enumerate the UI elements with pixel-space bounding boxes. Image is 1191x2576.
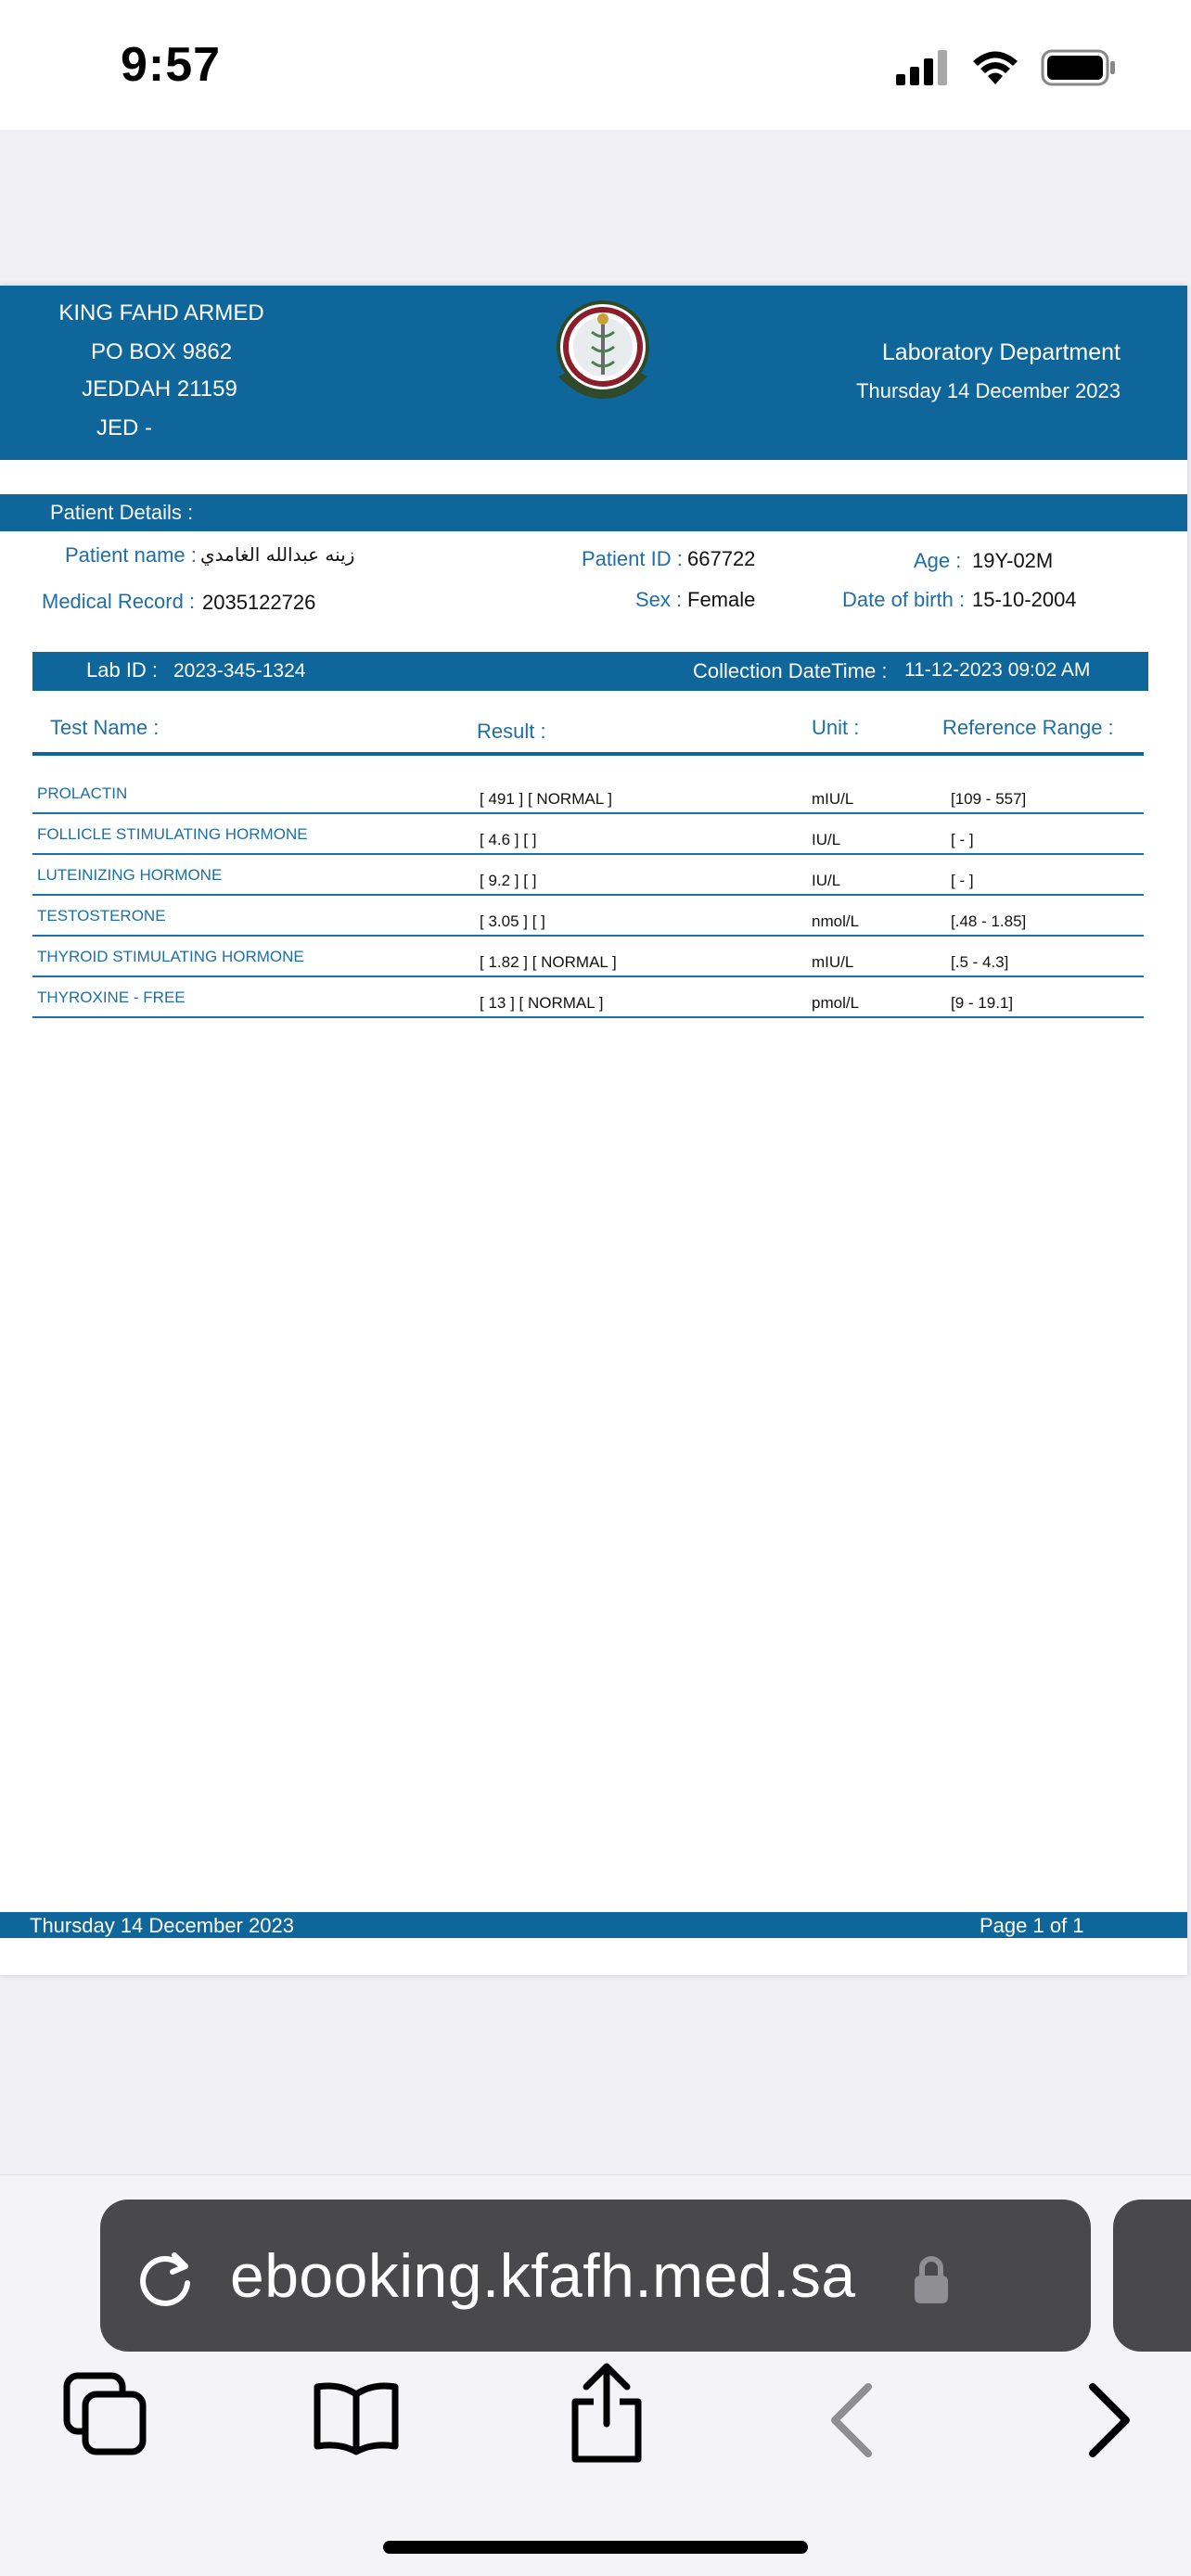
column-header-result: Result : <box>477 720 546 743</box>
test-name: FOLLICLE STIMULATING HORMONE <box>37 825 308 843</box>
status-time: 9:57 <box>121 38 222 92</box>
report-date: Thursday 14 December 2023 <box>856 379 1121 402</box>
age-value: 19Y-02M <box>972 549 1054 572</box>
column-header-reference-range: Reference Range : <box>942 716 1114 739</box>
date-of-birth-label: Date of birth : <box>842 588 966 611</box>
test-result: [ 9.2 ] [ ] <box>480 872 537 889</box>
collection-datetime-label: Collection DateTime : <box>693 659 888 682</box>
home-indicator[interactable] <box>383 2541 808 2554</box>
test-reference-range: [ - ] <box>951 872 974 889</box>
table-row <box>32 977 1144 1018</box>
viewer-background <box>0 130 1191 286</box>
sex-label: Sex : <box>635 588 683 611</box>
table-row <box>32 937 1144 977</box>
patient-id-label: Patient ID : <box>582 547 683 570</box>
test-name: PROLACTIN <box>37 784 128 802</box>
test-result: [ 491 ] [ NORMAL ] <box>480 790 612 808</box>
age-label: Age : <box>914 549 962 572</box>
table-row <box>32 773 1144 814</box>
tabs-icon[interactable] <box>61 2370 150 2459</box>
test-name: TESTOSTERONE <box>37 907 166 925</box>
forward-chevron-icon[interactable] <box>1083 2381 1135 2459</box>
patient-name-value: زينه عبدالله الغامدي <box>200 543 355 566</box>
test-name: THYROXINE - FREE <box>37 988 186 1006</box>
hospital-address-city: JEDDAH 21159 <box>82 376 237 402</box>
next-tab-preview[interactable] <box>1113 2200 1191 2352</box>
lab-id-value: 2023-345-1324 <box>173 660 306 682</box>
collection-datetime-value: 11-12-2023 09:02 AM <box>904 659 1091 681</box>
report-footer <box>0 1912 1187 1938</box>
patient-name-label: Patient name : <box>65 543 197 567</box>
department-name: Laboratory Department <box>881 339 1121 365</box>
date-of-birth-value: 15-10-2004 <box>972 588 1077 611</box>
cellular-signal-icon <box>894 50 950 85</box>
lab-id-label: Lab ID : <box>86 658 159 682</box>
medical-record-label: Medical Record : <box>42 590 196 613</box>
test-reference-range: [.5 - 4.3] <box>951 953 1009 971</box>
test-unit: nmol/L <box>812 912 860 930</box>
hospital-address-po: PO BOX 9862 <box>90 339 233 364</box>
status-icons <box>894 45 1117 91</box>
table-row <box>32 896 1144 937</box>
test-unit: mIU/L <box>812 953 854 971</box>
table-row <box>32 855 1144 896</box>
test-name: LUTEINIZING HORMONE <box>37 866 223 884</box>
address-url[interactable]: ebooking.kfafh.med.sa <box>230 2241 856 2310</box>
bookmarks-icon[interactable] <box>312 2381 401 2455</box>
patient-details-band <box>0 494 1187 531</box>
test-reference-range: [9 - 19.1] <box>951 994 1014 1012</box>
battery-icon <box>1041 49 1117 86</box>
page-number: Page 1 of 1 <box>980 1914 1084 1937</box>
test-result: [ 1.82 ] [ NORMAL ] <box>480 953 617 971</box>
share-icon[interactable] <box>568 2361 646 2465</box>
browser-bottom-bar <box>0 2174 1191 2576</box>
reload-icon[interactable] <box>134 2246 198 2311</box>
column-header-test-name: Test Name : <box>50 716 160 739</box>
test-reference-range: [109 - 557] <box>951 790 1027 808</box>
sex-value: Female <box>687 588 756 611</box>
patient-details-title: Patient Details : <box>50 501 194 524</box>
column-header-unit: Unit : <box>812 716 860 739</box>
lab-report-page <box>0 286 1187 1975</box>
test-unit: pmol/L <box>812 994 860 1012</box>
test-name: THYROID STIMULATING HORMONE <box>37 948 304 965</box>
hospital-address-code: JED - <box>96 415 152 440</box>
back-chevron-icon[interactable] <box>826 2381 877 2459</box>
hospital-emblem-logo <box>551 295 655 404</box>
patient-id-value: 667722 <box>687 547 756 570</box>
test-result: [ 13 ] [ NORMAL ] <box>480 994 604 1012</box>
hospital-name: KING FAHD ARMED <box>58 300 264 325</box>
test-result: [ 3.05 ] [ ] <box>480 912 545 930</box>
test-result: [ 4.6 ] [ ] <box>480 831 537 848</box>
status-bar <box>0 0 1191 130</box>
table-header-rule <box>32 752 1144 756</box>
test-unit: IU/L <box>812 872 841 889</box>
medical-record-value: 2035122726 <box>202 591 316 614</box>
test-reference-range: [.48 - 1.85] <box>951 912 1027 930</box>
address-bar[interactable] <box>100 2200 1091 2352</box>
wifi-icon <box>970 49 1020 86</box>
lab-id-band <box>32 652 1148 691</box>
test-reference-range: [ - ] <box>951 831 974 848</box>
test-unit: mIU/L <box>812 790 854 808</box>
table-row <box>32 814 1144 855</box>
test-unit: IU/L <box>812 831 841 848</box>
footer-date: Thursday 14 December 2023 <box>30 1914 294 1937</box>
lock-icon <box>913 2253 950 2305</box>
report-header <box>0 286 1187 460</box>
